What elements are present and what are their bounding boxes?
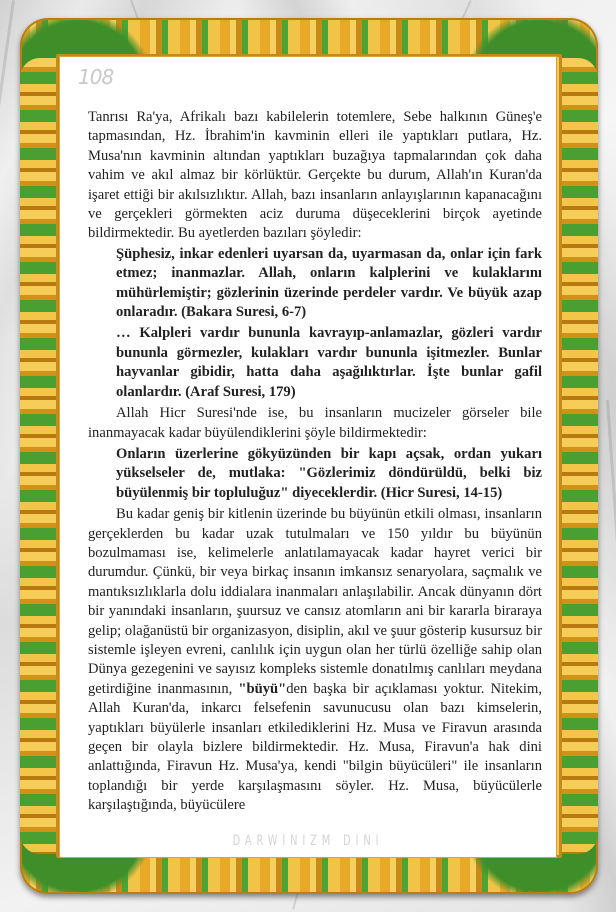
emphasis-text: "büyü" [238,680,287,697]
marble-vein [606,400,616,699]
verse-quote: Şüphesiz, inkar edenleri uyarsan da, uyarmasan da, onlar için fark etmez; inanmazlar. Allah, onların kalplerini ve kulaklarını mühürlemiştir; gözlerinin üzerinde perdeler vardır. Ve büyük azap onlaradır. (Bakara Suresi, 6-7) [116,245,542,321]
frame-left-border [20,58,60,854]
running-footer-title: DARWINIZM DINI [232,833,384,849]
body-text [88,108,542,816]
marble-vein [0,0,15,198]
paragraph [88,505,542,816]
page-number: 108 [78,65,114,89]
verse-quote: Onların üzerlerine gökyüzünden bir kapı açsak, ordan yukarı yükselseler de, mutlaka: "Gözlerimiz döndürüldü, belki biz büyülenmiş bir topluluğuz" diyeceklerdir. (Hicr Suresi, 14-15) [116,445,542,501]
paragraph: Allah Hicr Suresi'nde ise, bu insanların mucizeler görseler bile inanmayacak kadar büyülendiklerini şöyle bildirmektedir: [88,405,542,441]
book-page [60,57,556,857]
paragraph: Tanrısı Ra'ya, Afrikalı bazı kabilelerin totemlere, Sebe halkının Güneş'e tapmasından, Hz. İbrahim'in kavminin elleri ile yaptıkları putlara, Hz. Musa'nın kavminin altından yaptıkları buzağıya tapmalarından çok daha vahim ve akıl almaz bir körlüktür. Gerçekte bu durum, Allah'ın Kuran'da işaret ettiği bir akılsızlıktır. Allah, bazı insanların anlayışlarının kapanacağını ve gerçekleri görmekten aciz duruma düşeceklerini birçok ayetinde bildirmektedir. Bu ayetlerden bazıları şöyledir: [88,109,542,242]
paragraph-text: Bu kadar geniş bir kitlenin üzerinde bu büyünün etkili olması, insanların gerçeklerden bu kadar uzak tutulmaları ve 150 yıldır bu büyünün bozulmaması ise, kelimelerle anlatılamayacak kadar hayret verici bir durumdur. Çünkü, bir veya birkaç insanın imkansız senaryolara, saçmalık ve mantıksızlıklarla dolu iddialara inanmaları anlaşılabilir. Ancak dünyanın dört bir yanındaki insanların, şuursuz ve cansız atomların ani bir kararla biraraya gelip; olağanüstü bir organizasyon, disiplin, akıl ve şuur gösterip kusursuz bir sistemle işleyen evreni, canlılık için uygun olan her türlü özelliğe sahip olan Dünya gezegenini ve sayısız kompleks sistemle donatılmış canlıları meydana getirdiğine inanmasının, [88,506,542,697]
verse-quote: … Kalpleri vardır bununla kavrayıp-anlamazlar, gözleri vardır bununla görmezler, kulakları vardır bununla işitmezler. Bunlar hayvanlar gibidir, hatta daha aşağılıktırlar. İşte bunlar gafil olanlardır. (Araf Suresi, 179) [116,325,542,400]
paragraph-text: den başka bir açıklaması yoktur. Nitekim, Allah Kuran'da, inkarcı felsefenin savunucusu olan bazı kimselerin, yaptıkları büyülerle insanları etkilediklerini Hz. Musa ve Firavun arasında geçen bir olayla bizlere bildirmektedir. Hz. Musa, Firavun'a hak dini anlattığında, Firavun Hz. Musa'ya, kendi "bilgin büyücüleri" ile insanların toplandığı bir yerde karşılaşmasını söyler. Hz. Musa, büyücülerle karşılaştığında, büyücülere [88,680,542,814]
frame-right-border [558,58,598,854]
